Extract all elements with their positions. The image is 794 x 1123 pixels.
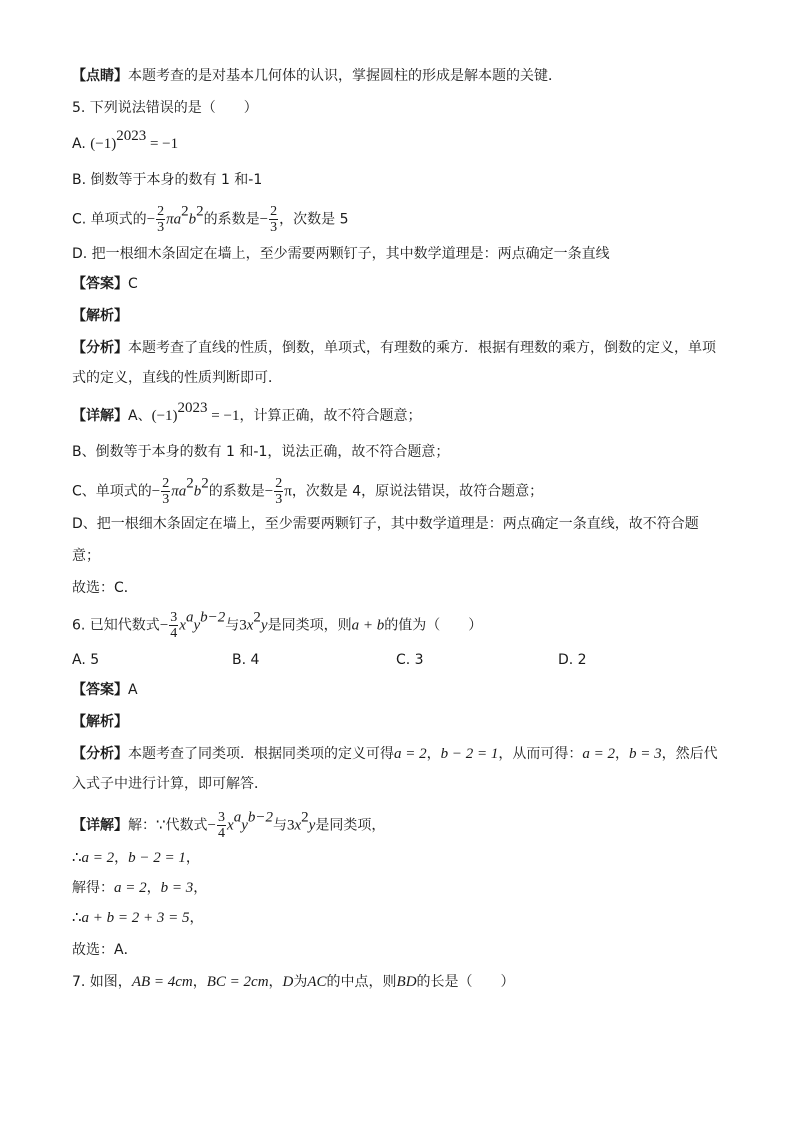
q6-fenxi-e: ，然后代 [661, 746, 718, 762]
q6-answer-value: A [128, 682, 138, 698]
q7-m2: BC = 2cm [206, 974, 269, 990]
q6-s2-m1: a = 2 [114, 880, 147, 896]
dianjing-line [72, 66, 562, 86]
q6-options [72, 650, 587, 670]
q6-fenxi-m2: b − 2 = 1 [440, 746, 499, 762]
q6-tx: x [246, 617, 254, 634]
q5-xiangjie-c [72, 476, 543, 507]
q6-answer [72, 680, 138, 700]
q6-s2-m2: b = 3 [160, 880, 194, 896]
q5-c-fraction [156, 204, 165, 235]
q7-prefix: 7. 如图， [72, 974, 132, 990]
q6-step-1 [72, 848, 200, 868]
q6-option-d: D. 2 [558, 652, 587, 668]
q7-m5: BD [396, 974, 417, 990]
q6-ab: a + b [351, 617, 385, 634]
q5-c-den: 3 [157, 220, 165, 235]
therefore-icon: ∴ [72, 910, 82, 926]
q6-ty: y [260, 617, 268, 634]
q5-option-c [72, 204, 349, 235]
q5-xj-a-tail: ，计算正确，故不符合题意； [239, 408, 422, 424]
q6-s1-m1: a = 2 [81, 850, 115, 866]
q6-stem-tail: 是同类项，则 [267, 617, 352, 634]
q5-fenxi-1 [72, 338, 716, 358]
q6-option-b: B. 4 [232, 652, 260, 668]
q6-s2-sep: ， [146, 880, 161, 896]
q6-step-2 [72, 878, 207, 898]
q6-xj-tail: 是同类项， [315, 817, 386, 834]
q5-c-minus: − [146, 211, 156, 228]
q5-c-minus2: − [259, 211, 269, 228]
q6-xj-num: 3 [218, 810, 226, 825]
q5-a-tail: = −1 [146, 136, 179, 152]
q5-option-b: B. 倒数等于本身的数有 1 和-1 [72, 172, 263, 188]
q6-xj-fraction [217, 810, 226, 841]
q5-xj-c-num: 2 [162, 476, 170, 491]
q6-fenxi-m4: b = 3 [629, 746, 662, 762]
q5-xj-a-eq: = −1 [207, 408, 240, 424]
q5-xj-c-minus: − [151, 483, 161, 500]
q6-option-c: C. 3 [396, 652, 424, 668]
q5-xj-tag: 【详解】 [72, 408, 128, 424]
q5-xj-c-fraction2 [274, 476, 283, 507]
q6-xj-minus: − [207, 817, 217, 834]
q5-xj-c-pi: π [284, 483, 292, 500]
q7-m4: AC [307, 974, 327, 990]
q5-a-prefix: A. [72, 136, 91, 152]
q6-xj-xexp: a [233, 809, 242, 826]
q6-xj-tx: x [294, 817, 302, 834]
q6-fenxi-a: 本题考查了同类项．根据同类项的定义可得 [128, 746, 394, 762]
q5-xiangjie-d1: D、把一根细木条固定在墙上，至少需要两颗钉子，其中数学道理是：两点确定一条直线，故不符合题 [72, 516, 699, 532]
q6-xiangjie [72, 810, 385, 841]
q5-xj-c-prefix: C、单项式的 [72, 483, 152, 500]
q6-xj-tag: 【详解】 [72, 817, 128, 834]
q5-xj-a-base: (−1) [151, 408, 178, 424]
q6-s1-end: ， [185, 850, 200, 866]
q6-xj-x: x [227, 817, 234, 834]
q5-answer-tag: 【答案】 [72, 276, 128, 292]
dianjing-text: 本题考查的是对基本几何体的认识，掌握圆柱的形成是解本题的关键． [128, 68, 562, 84]
q6-with: 与 [225, 617, 240, 634]
q5-c-exp1: 2 [181, 203, 189, 220]
q7-m3: D [282, 974, 294, 990]
q7-mid1: 为 [293, 974, 308, 990]
q7-m1: AB = 4cm [131, 974, 193, 990]
q5-c-num: 2 [157, 204, 165, 219]
q6-s3-m: a + b = 2 + 3 = 5 [81, 910, 190, 926]
q5-c-exp2: 2 [196, 203, 204, 220]
q6-fenxi-m1: a = 2 [394, 746, 427, 762]
q6-minus: − [159, 617, 169, 634]
q5-c-mono2: b [188, 211, 197, 228]
q5-stem: 5. 下列说法错误的是（ ） [72, 100, 258, 116]
q5-a-base: (−1) [90, 136, 117, 152]
q5-c-prefix: C. 单项式的 [72, 211, 147, 228]
q7-stem [72, 972, 515, 992]
q5-option-d: D. 把一根细木条固定在墙上，至少需要两颗钉子，其中数学道理是：两点确定一条直线 [72, 246, 610, 262]
q6-x: x [179, 617, 186, 634]
q5-jiexi: 【解析】 [72, 308, 128, 324]
because-icon: ∵ [156, 817, 166, 834]
q6-num: 3 [170, 610, 178, 625]
q6-s2-prefix: 解得： [72, 880, 114, 896]
q6-guxuan: 故选：A． [72, 942, 138, 958]
q6-answer-tag: 【答案】 [72, 682, 128, 698]
q6-option-a: A. 5 [72, 652, 100, 668]
q6-stem-prefix: 6. 已知代数式 [72, 617, 160, 634]
q6-xj-b: 代数式 [165, 817, 208, 834]
q5-xj-a-prefix: A、 [128, 408, 152, 424]
q5-xj-c-mono2: b [193, 483, 202, 500]
q5-xj-c-fraction [161, 476, 170, 507]
q6-t3: 3 [239, 617, 247, 634]
q5-option-a [72, 128, 179, 154]
q6-fenxi-c: ，从而可得： [498, 746, 583, 762]
q6-fenxi-tag: 【分析】 [72, 746, 128, 762]
q6-s2-end: ， [193, 880, 208, 896]
q6-xexp: a [185, 609, 194, 626]
q5-c-mono: πa [166, 211, 182, 228]
q5-xj-c-exp2: 2 [201, 475, 209, 492]
q5-xj-c-exp1: 2 [186, 475, 194, 492]
q5-answer-value: C [128, 276, 138, 292]
q6-fraction [169, 610, 178, 641]
q6-fenxi-2: 入式子中进行计算，即可解答． [72, 776, 268, 792]
q6-s3-end: ， [189, 910, 204, 926]
therefore-icon: ∴ [72, 850, 82, 866]
q5-xiangjie-b: B、倒数等于本身的数有 1 和-1，说法正确，故不符合题意； [72, 444, 450, 460]
q6-s1-m2: b − 2 = 1 [128, 850, 186, 866]
q7-tail: 的长是（ ） [416, 974, 515, 990]
q5-a-exp: 2023 [116, 128, 147, 144]
q5-guxuan: 故选：C． [72, 580, 138, 596]
q7-mid2: 的中点，则 [326, 974, 397, 990]
q5-xj-c-den: 3 [162, 492, 170, 507]
q5-xiangjie-a [72, 400, 422, 426]
q5-xiangjie-d2: 意； [72, 548, 100, 564]
q6-yexp: b−2 [200, 609, 226, 626]
q6-xj-a: 解： [128, 817, 156, 834]
q5-xj-c-num2: 2 [275, 476, 283, 491]
q5-c-fraction2 [269, 204, 278, 235]
q5-c-den2: 3 [270, 220, 278, 235]
q6-fenxi-1 [72, 744, 718, 764]
q5-xj-c-tail: ，次数是 4，原说法错误，故符合题意； [291, 483, 544, 500]
q6-xj-t3: 3 [286, 817, 295, 834]
q6-xj-with: 与 [272, 817, 287, 834]
q7-sep1: ， [192, 974, 207, 990]
q5-answer [72, 274, 138, 294]
q6-xj-yexp: b−2 [247, 809, 273, 826]
q6-fenxi-m3: a = 2 [582, 746, 615, 762]
q6-stem-end: 的值为（ ） [384, 617, 483, 634]
q6-xj-ty: y [308, 817, 316, 834]
q6-fenxi-d: ， [615, 746, 629, 762]
q6-jiexi: 【解析】 [72, 714, 128, 730]
q6-xj-den: 4 [218, 826, 226, 841]
q6-y: y [193, 617, 201, 634]
q5-c-tail: ，次数是 5 [279, 211, 349, 228]
q5-c-mid: 的系数是 [203, 211, 260, 228]
q6-step-3 [72, 908, 204, 928]
q5-xj-c-den2: 3 [275, 492, 283, 507]
dianjing-tag: 【点睛】 [72, 68, 128, 84]
q6-s1-sep: ， [114, 850, 129, 866]
q7-sep2: ， [268, 974, 283, 990]
q6-stem [72, 610, 482, 641]
q6-fenxi-b: ， [426, 746, 441, 762]
q5-xj-a-exp: 2023 [177, 400, 208, 416]
q6-xj-y: y [241, 817, 248, 834]
q6-den: 4 [170, 626, 178, 641]
q5-xj-c-minus2: − [264, 483, 274, 500]
q6-txexp: 2 [253, 609, 261, 626]
q5-c-num2: 2 [270, 204, 278, 219]
q5-xj-c-mid: 的系数是 [208, 483, 265, 500]
q5-fenxi-2: 式的定义，直线的性质判断即可． [72, 370, 282, 386]
q5-fenxi-tag: 【分析】 [72, 340, 128, 356]
q5-xj-c-mono: πa [171, 483, 187, 500]
q6-xj-txexp: 2 [301, 809, 309, 826]
q5-fenxi-text1: 本题考查了直线的性质，倒数，单项式，有理数的乘方．根据有理数的乘方，倒数的定义，单项 [128, 340, 716, 356]
